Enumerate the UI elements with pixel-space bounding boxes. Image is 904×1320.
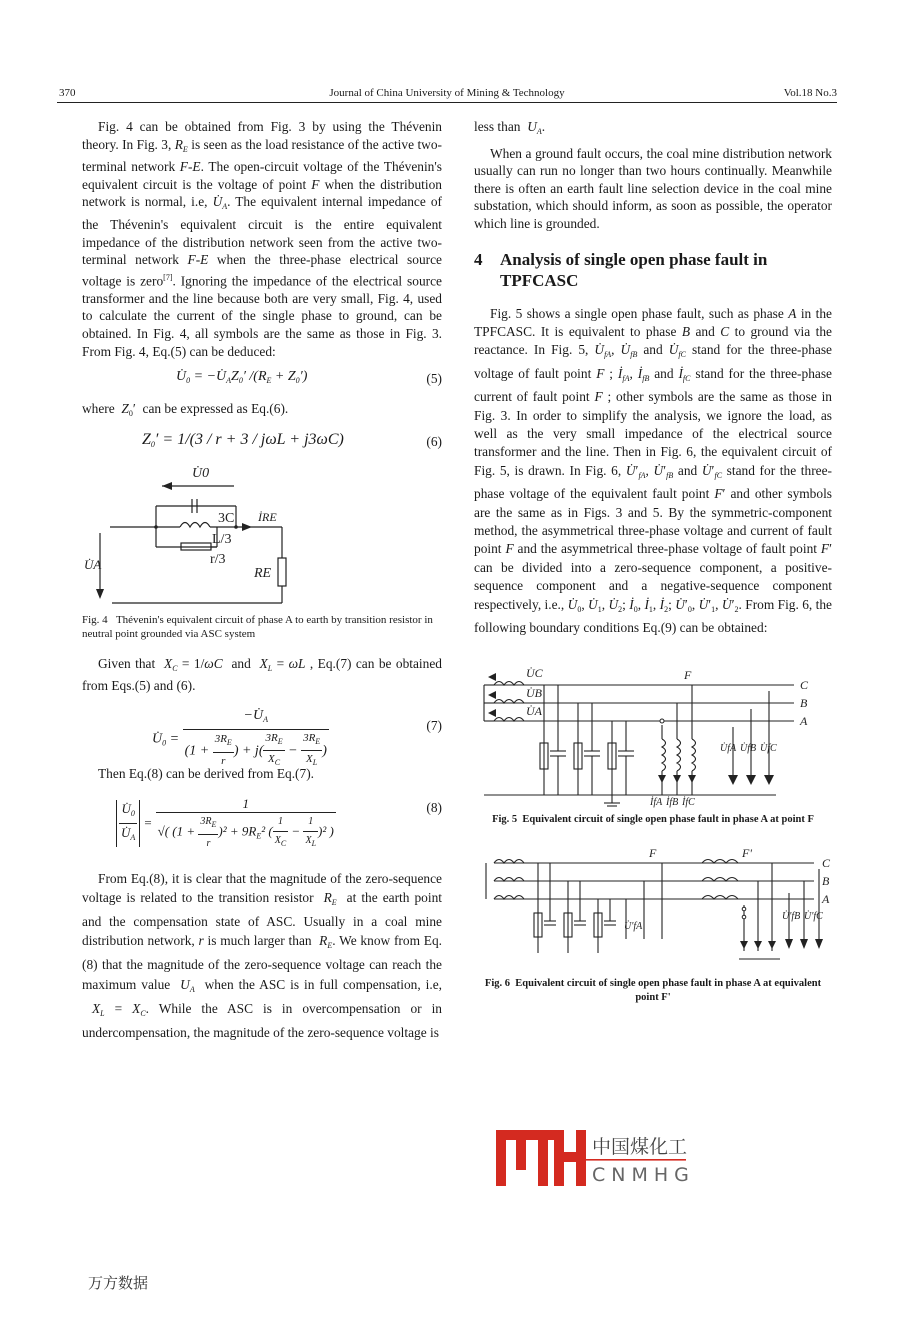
svg-text:B: B [822,874,830,889]
svg-text:C: C [822,856,831,871]
point-f-label: F [684,668,692,683]
paragraph-less-than: less than $U_A$. [474,119,546,136]
svg-text:U̇'fB: U̇'fB [782,911,801,923]
figure-5-caption: Fig. 5 Equivalent circuit of single open phase fault in phase A at point F [492,814,814,826]
paragraph-fig5-description: Fig. 5 shows a single open phase fault, such as phase A in the TPFCASC. It is equivalent to phase B and C to ground via the reactance. In Fig. 5, $U̇_{fA}$, $U̇_{fB}$ and $U̇_{fC}$ stand for the three-phase voltage of fault point F ; $İ_{fA}$, $İ_{fB}$ and $İ_{fC}$ stand for the three-phase current of fault point F ; other symbols are the same as those in Fig. 3. In order to simplify the analysis, we ignore the load, as well as the very small impedance of the electrical source transformer and the line. Then in Fig. 6, the equivalent circuit of Fig. 5, is drawn. In Fig. 6, $U̇'_{fA}$, $U̇'_{fB}$ and $U̇'_{fC}$ stand for the three-phase voltage of the equivalent fault point F′ and other symbols are the same as in Figs. 3 and 5. By the symmetric-component method, the asymmetrical three-phase voltage and current of fault point F and the asymmetrical three-phase voltage of fault point F′ can be divided into a zero-sequence component, a positive-sequence component and a negative-sequence component respectively, i.e., $U̇_0$, $U̇_1$, $U̇_2$; $İ_0$, $İ_1$, $İ_2$; $U̇'_0$, $U̇'_1$, $U̇'_2$. From Fig. 6, the following boundary conditions Eq.(9) can be obtained: [474,305,833,636]
paragraph-given-that: Given that $X_C = 1/\omega C$ and $X_L = \omega L$ , Eq.(7) can be obtained from Eqs.(5) and (6). [82,655,442,694]
figure-6-caption: Fig. 6 Equivalent circuit of single open phase fault in phase A at equivalent point F' [484,978,822,1004]
svg-text:C: C [800,678,809,693]
equation-number: (8) [426,799,442,815]
paragraph-then-eq8: Then Eq.(8) can be derived from Eq.(7). [98,765,315,781]
volume-issue: Vol.18 No.3 [783,87,837,99]
equation-7: $U̇_0$ = $-U̇_A$ (1 + $\frac{3R_E}{r}$ ) + j( $\frac{3R_E}{X_C}$ − $\frac{3R_E}{X_L}$ ) (7) [152,707,442,768]
svg-text:A: A [800,714,808,729]
svg-text:U̇B: U̇B [526,686,542,701]
svg-text:A: A [822,892,830,907]
wanfang-footer: 万方数据 [88,1274,149,1292]
right-column [474,118,832,1005]
svg-text:U̇'fA: U̇'fA [624,921,643,933]
equation-number: (5) [426,371,442,387]
paragraph-where-z0: where $Z_0'$ can be expressed as Eq.(6). [82,401,289,419]
equation-8: $\frac{U̇_0}{U̇_A}$ = 1 √( (1 + $\frac{3R_E}{r}$ )$^2 + 9R_E^2$ ( $\frac{1}{X_C}$ − $\frac{1}{X_L}$ )² ) (8) [82,789,442,853]
figure-4-caption: Fig. 4 Thévenin's equivalent circuit of phase A to earth by transition resistor in neutral point grounded via ASC system [82,613,433,640]
figure-6 [474,843,832,983]
label-re: RE [254,565,272,581]
journal-title: Journal of China University of Mining & Technology [329,87,565,99]
thevenin-circuit-diagram [82,463,442,613]
svg-text:U̇fC: U̇fC [760,743,777,755]
section-number: 4 [474,249,483,269]
svg-text:U̇fB: U̇fB [740,743,757,755]
paragraph-from-eq8: From Eq.(8), it is clear that the magnitude of the zero-sequence voltage is related to the transition resistor $R_E$ at the earth point and the compensation state of ASC. Usually in a coal mine distribution network, r is much larger than $R_E$. We know from Eq.(8) that the magnitude of the zero-sequence voltage can reach the maximum value $U_A$ when the ASC is in full compensation, i.e, $X_L = X_C$. While the ASC is in overcompensation or in undercompensation, the magnitude of the zero-sequence voltage is [82,870,443,1040]
equivalent-point-circuit [474,843,832,983]
label-u0: U̇0 [192,465,210,481]
equation-number: (6) [426,433,442,449]
svg-text:CNMHG: CNMHG [592,1164,695,1186]
svg-text:U̇C: U̇C [526,666,543,681]
label-l3: L/3 [212,531,232,547]
page-number: 370 [59,87,76,99]
open-phase-fault-circuit [474,659,832,809]
cnmhg-watermark-logo [496,1126,696,1188]
svg-text:中国煤化工: 中国煤化工 [592,1136,688,1158]
equation-6: $Z_0' = 1/(3 / r + 3 / j\omega L + j3\omega C)$ (6) [142,430,442,449]
left-column [82,118,442,1042]
svg-text:U̇A: U̇A [526,704,542,719]
equation-number: (7) [426,717,442,733]
svg-text:U̇fA: U̇fA [720,743,737,755]
svg-text:F': F' [742,846,752,861]
figure-4 [82,463,442,613]
paragraph-ground-fault: When a ground fault occurs, the coal mine distribution network usually can run no longer than two hours continually. Meanwhile there is often an earth fault line selection device in the coal mine substation, which should inform, as soon as possible, the operator which line is grounded. [474,145,832,231]
label-r3: r/3 [210,551,226,567]
svg-text:F: F [649,846,657,861]
section-heading-4 [474,249,832,291]
svg-text:İfB: İfB [666,797,679,809]
figure-5 [474,659,832,809]
svg-text:U̇'fC: U̇'fC [804,911,823,923]
section-title: Analysis of single open phase fault in TPFCASC [500,249,768,290]
svg-text:İfC: İfC [682,797,695,809]
equation-5: $U̇_0$ = $-U̇_AZ_0'$ $/(R_E + Z_0')$ (5) [176,369,442,387]
running-header [57,86,837,103]
svg-text:B: B [800,696,808,711]
label-ua: U̇A [84,556,102,572]
paragraph-thevenin: Fig. 4 can be obtained from Fig. 3 by using the Thévenin theory. In Fig. 3, $R_E$ is seen as the load resistance of the active two-terminal network F-E. The open-circuit voltage of the Thévenin's equivalent circuit is the voltage of point F when the distribution network is normal, i.e, $U̇_A$. The equivalent internal impedance of the Thévenin's equivalent circuit is the entire equivalent impedance of the distribution network seen from the active two-terminal network F-E when the three-phase electrical source voltage is zero[7]. Ignoring the impedance of the electrical source transformer and the line because both are very small, Fig. 4, used to calculate the current of the single phase to ground, can be obtained. In Fig. 4, all symbols are the same as those in Fig. 3. From Fig. 4, Eq.(5) can be deduced: [82,119,443,359]
label-3c: 3C [218,510,235,526]
mh-logo-icon [496,1126,696,1188]
label-ire: İRE [258,509,277,524]
svg-text:İfA: İfA [650,797,663,809]
